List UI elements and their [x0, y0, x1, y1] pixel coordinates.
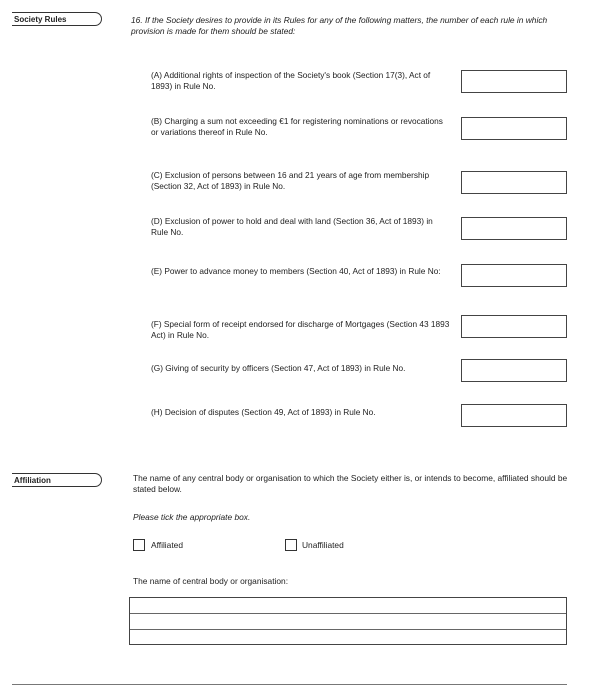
- org-name-label: The name of central body or organisation:: [133, 576, 289, 586]
- rule-item-f-text: (F) Special form of receipt endorsed for discharge of Mortgages (Section 43 1893 Act) in Rule No.: [151, 319, 450, 340]
- rule-item-f-field[interactable]: [461, 315, 567, 338]
- rule-item-c-field[interactable]: [461, 171, 567, 194]
- affiliated-checkbox[interactable]: [133, 539, 145, 551]
- rule-item-d-text: (D) Exclusion of power to hold and deal with land (Section 36, Act of 1893) in Rule No.: [151, 216, 433, 237]
- rule-item-a-field[interactable]: [461, 70, 567, 93]
- affiliation-intro: The name of any central body or organisation to which the Society either is, or intends to become, affiliated should be stated below.: [133, 473, 568, 494]
- affiliation-instruction: Please tick the appropriate box.: [133, 512, 251, 522]
- rule-item-b-text: (B) Charging a sum not exceeding €1 for registering nominations or revocations or variations thereof in Rule No.: [151, 116, 443, 137]
- rule-item-b-field[interactable]: [461, 117, 567, 140]
- society-rules-tab: Society Rules: [12, 12, 102, 26]
- rule-item-c-text: (C) Exclusion of persons between 16 and 21 years of age from membership (Section 32, Act of 1893) in Rule No.: [151, 170, 430, 191]
- org-name-field[interactable]: [129, 597, 567, 645]
- page-bottom-rule: [12, 684, 567, 685]
- org-field-line-2: [130, 629, 566, 630]
- unaffiliated-label: Unaffiliated: [302, 540, 344, 550]
- rule-item-h-field[interactable]: [461, 404, 567, 427]
- rule-item-h-text: (H) Decision of disputes (Section 49, Act of 1893) in Rule No.: [151, 407, 376, 417]
- society-rules-intro: 16. If the Society desires to provide in its Rules for any of the following matters, the number of each rule in which provision is made for them should be stated:: [131, 15, 548, 36]
- rule-item-g-text: (G) Giving of security by officers (Section 47, Act of 1893) in Rule No.: [151, 363, 406, 373]
- rule-item-d-field[interactable]: [461, 217, 567, 240]
- org-field-line-1: [130, 613, 566, 614]
- rule-item-g-field[interactable]: [461, 359, 567, 382]
- rule-item-a-text: (A) Additional rights of inspection of the Society's book (Section 17(3), Act of 1893) in Rule No.: [151, 70, 431, 91]
- rule-item-e-field[interactable]: [461, 264, 567, 287]
- unaffiliated-checkbox[interactable]: [285, 539, 297, 551]
- affiliated-label: Affiliated: [151, 540, 183, 550]
- rule-item-e-text: (E) Power to advance money to members (Section 40, Act of 1893) in Rule No:: [151, 266, 441, 276]
- affiliation-tab: Affiliation: [12, 473, 102, 487]
